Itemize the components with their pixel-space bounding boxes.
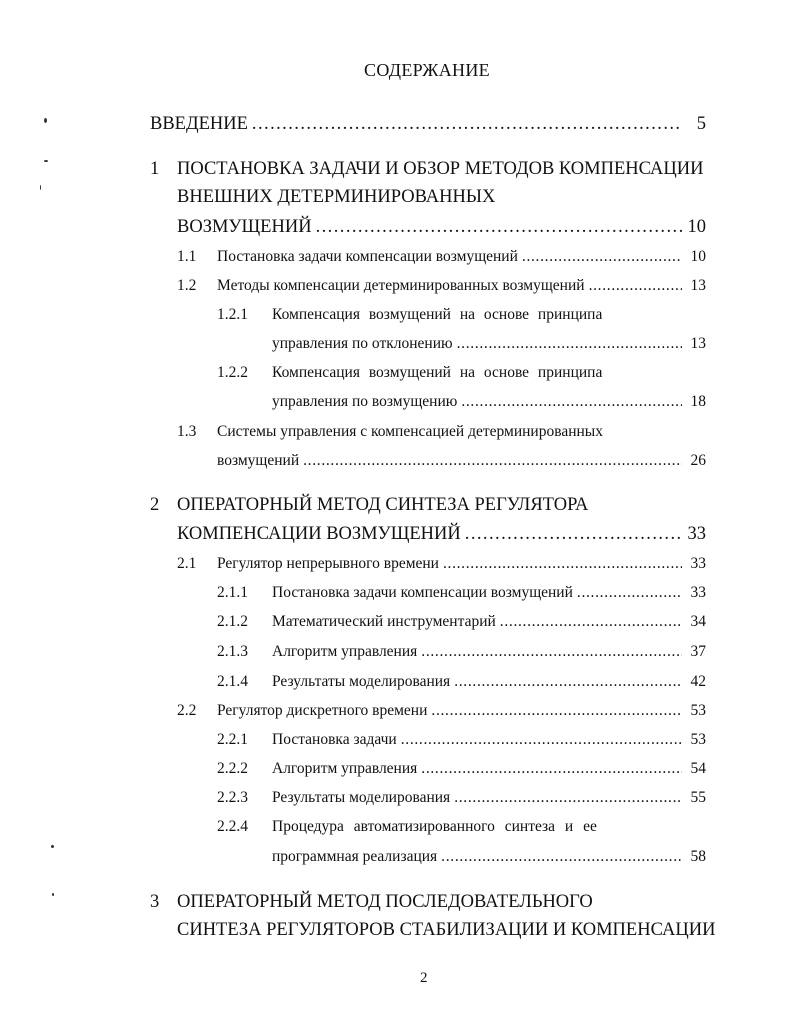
section-number: 1.2.2 <box>217 364 248 381</box>
toc-section-2-2[interactable] <box>217 699 706 723</box>
dot-leader <box>454 670 682 694</box>
toc-section-2-1-3[interactable] <box>272 640 706 664</box>
entry-text: Математический инструментарий <box>272 613 496 630</box>
toc-section-1-2-2-line2[interactable] <box>272 390 706 414</box>
toc-section-1-3-line2[interactable] <box>217 449 706 473</box>
entry-page: 58 <box>690 848 706 865</box>
toc-section-2-1[interactable] <box>217 552 706 576</box>
toc-chapter-1-line2[interactable] <box>177 185 706 209</box>
dot-leader <box>457 332 682 356</box>
entry-text: ВОЗМУЩЕНИЙ <box>177 217 312 237</box>
toc-title: СОДЕРЖАНИЕ <box>364 60 490 80</box>
section-number: 2.2.1 <box>217 731 248 748</box>
entry-page: 5 <box>696 114 706 134</box>
toc-section-2-2-1[interactable] <box>272 728 706 752</box>
entry-page: 10 <box>687 217 706 237</box>
entry-page: 33 <box>690 584 706 601</box>
section-number: 2.2.3 <box>217 789 248 806</box>
entry-text: Результаты моделирования <box>272 673 451 690</box>
entry-text: Результаты моделирования <box>272 789 451 806</box>
scan-speck <box>51 845 54 848</box>
entry-page: 34 <box>690 613 706 630</box>
toc-chapter-1-line3[interactable] <box>177 215 706 239</box>
dot-leader <box>589 274 682 298</box>
entry-text: возмущений <box>217 452 300 469</box>
toc-chapter-1-line1[interactable] <box>177 157 729 181</box>
section-number: 2.1.3 <box>217 643 248 660</box>
toc-section-2-2-4-line1[interactable] <box>272 815 663 839</box>
entry-text: ПОСТАНОВКА ЗАДАЧИ И ОБЗОР МЕТОДОВ КОМПЕНСАЦИИ <box>177 159 704 179</box>
dot-leader <box>465 522 682 546</box>
entry-page: 33 <box>687 524 706 544</box>
dot-leader <box>443 552 682 576</box>
entry-page: 13 <box>690 277 706 294</box>
section-number: 1.2.1 <box>217 306 248 323</box>
scan-speck <box>52 893 54 896</box>
entry-page: 42 <box>690 673 706 690</box>
toc-entry-intro[interactable] <box>150 112 706 136</box>
toc-section-2-2-2[interactable] <box>272 757 706 781</box>
entry-text: Алгоритм управления <box>272 760 418 777</box>
entry-text: ОПЕРАТОРНЫЙ МЕТОД СИНТЕЗА РЕГУЛЯТОРА <box>177 495 589 515</box>
dot-leader <box>454 786 682 810</box>
entry-page: 33 <box>690 555 706 572</box>
entry-page: 55 <box>690 789 706 806</box>
dot-leader <box>500 610 682 634</box>
entry-page: 54 <box>690 760 706 777</box>
entry-page: 10 <box>690 248 706 265</box>
entry-text: Методы компенсации детерминированных возмущений <box>217 277 585 294</box>
toc-section-2-1-1[interactable] <box>272 581 706 605</box>
entry-text: Системы управления с компенсацией детерминированных <box>217 423 603 440</box>
toc-section-2-2-4-line2[interactable] <box>272 845 706 869</box>
entry-page: 37 <box>690 643 706 660</box>
section-number: 2.1 <box>177 555 197 572</box>
section-number: 2.1.1 <box>217 584 248 601</box>
entry-text: Регулятор дискретного времени <box>217 702 428 719</box>
entry-page: 13 <box>690 335 706 352</box>
entry-text: Компенсация возмущений на основе принципа <box>272 306 603 323</box>
dot-leader <box>303 449 682 473</box>
toc-section-1-3-line1[interactable] <box>217 420 706 444</box>
entry-text: Компенсация возмущений на основе принципа <box>272 364 603 381</box>
entry-text: КОМПЕНСАЦИИ ВОЗМУЩЕНИЙ <box>177 524 461 544</box>
chapter-number: 1 <box>150 159 160 179</box>
toc-chapter-2-line2[interactable] <box>177 522 706 546</box>
dot-leader <box>441 845 682 869</box>
toc-section-2-2-3[interactable] <box>272 786 706 810</box>
scan-speck <box>44 160 48 162</box>
scan-speck <box>44 118 47 123</box>
chapter-number: 2 <box>150 495 160 515</box>
entry-text: программная реализация <box>272 848 438 865</box>
dot-leader <box>421 640 682 664</box>
entry-text: Постановка задачи компенсации возмущений <box>272 584 573 601</box>
dot-leader <box>577 581 682 605</box>
dot-leader <box>421 757 682 781</box>
entry-text: Постановка задачи <box>272 731 397 748</box>
dot-leader <box>252 112 682 136</box>
entry-page: 26 <box>690 452 706 469</box>
entry-text: ВВЕДЕНИЕ <box>150 114 248 134</box>
toc-chapter-2-line1[interactable] <box>177 493 706 517</box>
toc-section-1-2[interactable] <box>217 274 706 298</box>
entry-text: Процедура автоматизированного синтеза и ее <box>272 818 597 835</box>
toc-section-1-2-2-line1[interactable] <box>272 361 663 385</box>
entry-text: управления по возмущению <box>272 393 458 410</box>
entry-page: 53 <box>690 702 706 719</box>
dot-leader <box>401 728 682 752</box>
entry-text: управления по отклонению <box>272 335 453 352</box>
dot-leader <box>431 699 682 723</box>
page-number: 2 <box>420 970 428 986</box>
section-number: 2.1.2 <box>217 613 248 630</box>
entry-text: Регулятор непрерывного времени <box>217 555 439 572</box>
toc-section-1-2-1-line1[interactable] <box>272 303 663 327</box>
section-number: 2.2.2 <box>217 760 248 777</box>
section-number: 1.2 <box>177 277 197 294</box>
section-number: 2.1.4 <box>217 673 248 690</box>
entry-page: 18 <box>690 393 706 410</box>
section-number: 1.3 <box>177 423 197 440</box>
dot-leader <box>316 215 682 239</box>
toc-section-1-2-1-line2[interactable] <box>272 332 706 356</box>
toc-chapter-3-line2[interactable] <box>177 918 739 942</box>
section-number: 1.1 <box>177 248 197 265</box>
toc-section-2-1-4[interactable] <box>272 670 706 694</box>
chapter-number: 3 <box>150 892 160 912</box>
toc-chapter-3-line1[interactable] <box>177 890 706 914</box>
toc-section-2-1-2[interactable] <box>272 610 706 634</box>
entry-page: 53 <box>690 731 706 748</box>
entry-text: Постановка задачи компенсации возмущений <box>217 248 518 265</box>
toc-section-1-1[interactable] <box>217 245 706 269</box>
section-number: 2.2 <box>177 702 197 719</box>
entry-text: ВНЕШНИХ ДЕТЕРМИНИРОВАННЫХ <box>177 187 496 207</box>
dot-leader <box>461 390 682 414</box>
entry-text: СИНТЕЗА РЕГУЛЯТОРОВ СТАБИЛИЗАЦИИ И КОМПЕНСАЦИИ <box>177 920 716 940</box>
scan-speck <box>40 185 41 190</box>
section-number: 2.2.4 <box>217 818 248 835</box>
entry-text: ОПЕРАТОРНЫЙ МЕТОД ПОСЛЕДОВАТЕЛЬНОГО <box>177 892 593 912</box>
dot-leader <box>522 245 682 269</box>
entry-text: Алгоритм управления <box>272 643 418 660</box>
